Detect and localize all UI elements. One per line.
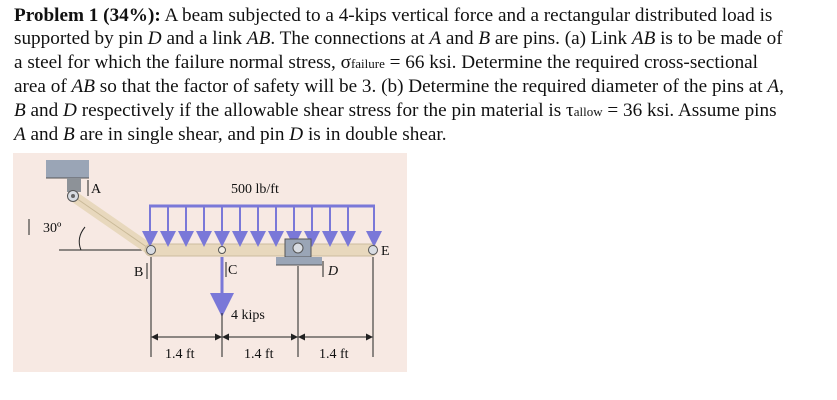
- problem-text: supported by pin: [14, 28, 148, 50]
- problem-text: is to be made of: [655, 28, 783, 50]
- problem-text: = 36 ksi. Assume pins: [602, 99, 777, 121]
- pin-d: [293, 243, 303, 253]
- var-ab: AB: [246, 28, 271, 50]
- problem-text: so that the factor of safety will be 3. (b) Determine the required diameter of the pins at: [94, 76, 768, 98]
- var-ab: AB: [631, 28, 656, 50]
- problem-text: and: [441, 28, 479, 50]
- label-d: D: [328, 264, 339, 279]
- problem-text: is in double shear.: [303, 124, 447, 146]
- label-c: C: [228, 263, 238, 278]
- var-a: A: [767, 76, 780, 98]
- angle-label: 30º: [43, 221, 62, 236]
- var-a: A: [429, 28, 442, 50]
- problem-text: area of: [14, 76, 72, 98]
- subscript: allow: [573, 103, 603, 119]
- point-load-label: 4 kips: [231, 308, 265, 323]
- problem-text: . The connections at: [270, 28, 430, 50]
- dim-label-3: 1.4 ft: [319, 347, 349, 362]
- point-e: [369, 246, 378, 255]
- label-e: E: [381, 244, 390, 259]
- dim-label-1: 1.4 ft: [165, 347, 195, 362]
- problem-text: and a link: [161, 28, 247, 50]
- pin-b: [147, 246, 156, 255]
- problem-text: ,: [779, 76, 784, 98]
- problem-line-6: [14, 123, 829, 146]
- label-b: B: [134, 265, 144, 280]
- support-a-mount: [67, 178, 81, 192]
- pin-d-base: [276, 257, 322, 265]
- problem-line-4: [14, 75, 829, 98]
- var-d: D: [289, 124, 304, 146]
- problem-text: and: [25, 99, 64, 121]
- problem-line-5: [14, 99, 829, 123]
- var-b: B: [14, 99, 26, 121]
- problem-text: are pins. (a) Link: [490, 28, 632, 50]
- dim-label-2: 1.4 ft: [244, 347, 274, 362]
- beam-figure: [13, 153, 407, 372]
- point-c: [219, 247, 226, 254]
- problem-text: A beam subjected to a 4-kips vertical force and a rectangular distributed load is: [160, 5, 773, 26]
- var-b: B: [478, 28, 491, 50]
- var-ab: AB: [71, 76, 95, 98]
- var-d: D: [147, 28, 162, 50]
- problem-text: are in single shear, and pin: [74, 124, 290, 146]
- problem-line-3: [14, 51, 829, 75]
- problem-line-2: [14, 27, 829, 50]
- problem-text: respectively if the allowable shear stress for the pin material is τ: [76, 99, 574, 121]
- distributed-load-label: 500 lb/ft: [231, 182, 279, 197]
- support-a-block: [46, 160, 89, 178]
- problem-text: a steel for which the failure normal stress, σ: [14, 51, 351, 73]
- var-b: B: [63, 124, 75, 146]
- problem-line-1: [14, 4, 829, 27]
- beam: [145, 244, 377, 256]
- subscript: failure: [350, 55, 385, 71]
- var-a: A: [14, 124, 26, 146]
- problem-label: Problem 1 (34%):: [14, 5, 161, 26]
- pin-a-center: [71, 194, 75, 198]
- problem-text: and: [25, 124, 64, 146]
- problem-text: = 66 ksi. Determine the required cross-sectional: [384, 51, 759, 73]
- problem-statement: [14, 4, 829, 146]
- var-d: D: [63, 99, 77, 121]
- label-a: A: [91, 182, 102, 197]
